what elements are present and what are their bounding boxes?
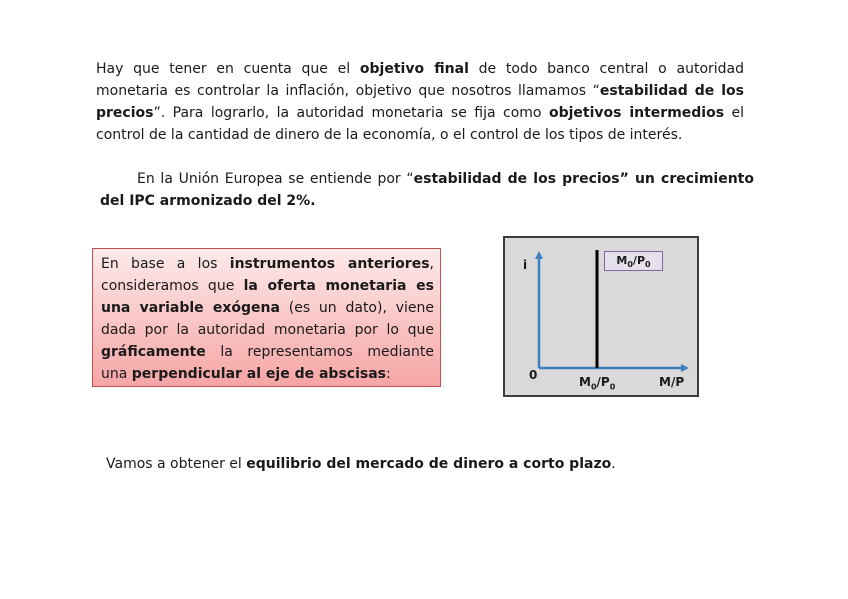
text-segment: el control de la cantidad de dinero de la economía, o el control de los tipos de interés. [96, 105, 745, 143]
eu-paragraph [100, 168, 754, 212]
bold-segment: estabilidad de los precios [96, 83, 745, 121]
curve-label-subscript: 0 [627, 260, 633, 270]
tick-subscript: 0 [590, 382, 597, 392]
text-segment: (es un dato), viene dada por la autoridad monetaria por lo que [101, 300, 434, 338]
curve-label-text: /P [632, 254, 646, 267]
money-supply-graph [503, 236, 699, 397]
text-segment: En la Unión Europea se entiende por “ [137, 171, 414, 187]
text-segment: , consideramos que [101, 256, 434, 294]
tick-text: /P [596, 375, 610, 389]
text-segment: : [385, 366, 391, 382]
callout-text [101, 253, 434, 385]
origin-label: 0 [529, 368, 538, 382]
text-segment: En base a los [101, 256, 230, 272]
text-segment: ”. Para lograrlo, la autoridad monetaria se fija como [153, 105, 549, 121]
text-segment: Vamos a obtener el [106, 456, 247, 472]
bold-segment: gráficamente [101, 344, 206, 360]
bold-segment: equilibrio del mercado de dinero a corto plazo [246, 456, 612, 472]
tick-text: M [579, 375, 591, 389]
curve-label-subscript: 0 [645, 260, 651, 270]
curve-label-text: M [616, 254, 628, 267]
money-supply-callout [92, 248, 441, 387]
x-tick-label [579, 375, 615, 391]
x-axis-label: M/P [659, 375, 685, 389]
bold-segment: perpendicular al eje de abscisas [131, 366, 386, 382]
y-axis-label: i [523, 258, 528, 272]
curve-label [604, 251, 663, 271]
text-segment: . [611, 456, 616, 472]
bold-segment: la oferta monetaria es una variable exógena [101, 278, 434, 316]
text-segment: de todo banco central o autoridad monetaria es controlar la inflación, objetivo que nosotros llamamos “ [96, 61, 745, 99]
closing-paragraph [106, 453, 706, 475]
tick-subscript: 0 [609, 382, 616, 392]
bold-segment: estabilidad de los precios” un crecimiento del IPC armonizado del 2%. [100, 171, 754, 209]
intro-paragraph [96, 58, 744, 146]
bold-segment: instrumentos anteriores [229, 256, 430, 272]
text-segment: Hay que tener en cuenta que el [96, 61, 360, 77]
bold-segment: objetivo final [359, 61, 469, 77]
bold-segment: objetivos intermedios [548, 105, 725, 121]
text-segment: la representamos mediante una [101, 344, 434, 382]
